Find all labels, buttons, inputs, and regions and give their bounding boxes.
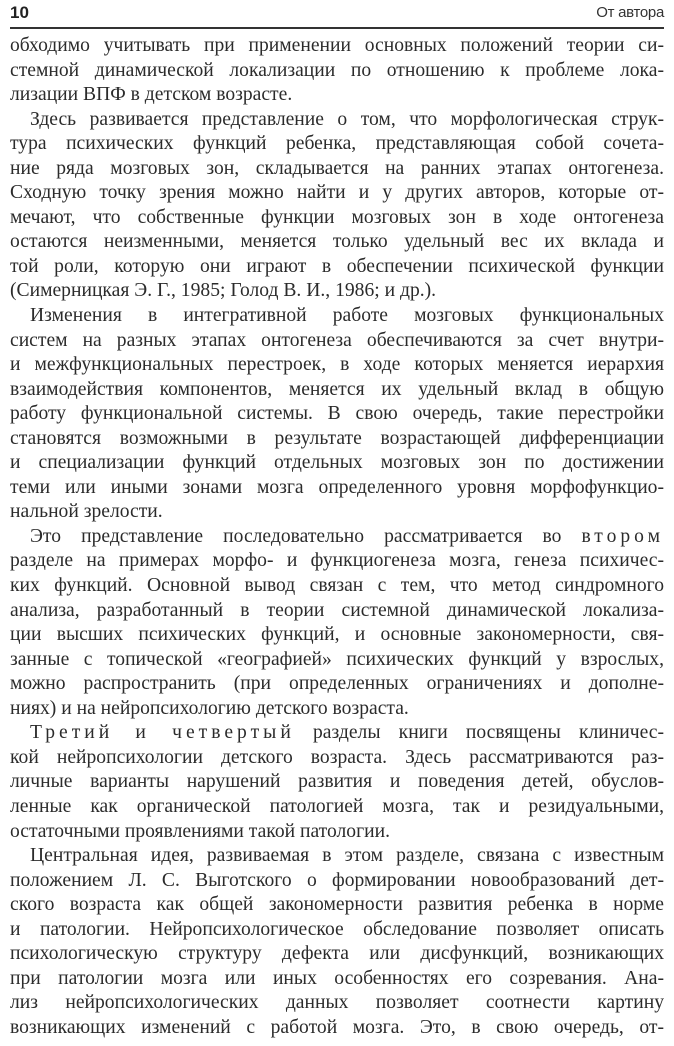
text-line xyxy=(10,991,664,1016)
text-line xyxy=(10,648,664,673)
line-text: и специализации функций отдельных мозговых зон по достижении xyxy=(10,452,664,474)
text-line xyxy=(10,525,664,550)
line-text: лизации ВПФ в детском возрасте. xyxy=(10,84,293,106)
text-line xyxy=(10,770,664,795)
line-text: становятся возможными в результате возрастающей дифференциации xyxy=(10,427,664,449)
line-text: и патологии. Нейропсихологическое обследование позволяет описать xyxy=(10,918,664,940)
text-line xyxy=(10,59,664,84)
line-text: личные варианты нарушений развития и поведения детей, обуслов- xyxy=(10,771,664,793)
line-text: ского возраста как общей закономерности развития ребенка в норме xyxy=(10,894,664,916)
text-line xyxy=(10,500,664,525)
text-line xyxy=(10,893,664,918)
text-line xyxy=(10,329,664,354)
text-line xyxy=(10,942,664,967)
text-line xyxy=(10,402,664,427)
text-line xyxy=(10,795,664,820)
line-text: Здесь развивается представление о том, что морфологическая струк- xyxy=(30,108,664,130)
line-text: можно распространить (при определенных ограничениях и дополне- xyxy=(10,673,664,695)
text-line xyxy=(10,549,664,574)
running-header xyxy=(10,0,664,29)
paragraph xyxy=(10,721,664,844)
text-line xyxy=(10,34,664,59)
line-text: кой нейропсихологии детского возраста. Здесь рассматриваются раз- xyxy=(10,746,664,768)
line-text: той роли, которую они играют в обеспечении психической функции xyxy=(10,255,664,277)
line-text: Центральная идея, развиваемая в этом разделе, связана с известным xyxy=(30,845,664,867)
text-line xyxy=(10,746,664,771)
page-body-text xyxy=(10,34,664,1040)
line-text: (Симерницкая Э. Г., 1985; Голод В. И., 1986; и др.). xyxy=(10,280,437,302)
text-line xyxy=(10,83,664,108)
line-text: ниях) и на нейропсихологию детского возраста. xyxy=(10,697,409,719)
line-text: и межфункциональных перестроек, в ходе которых меняется иерархия xyxy=(10,354,664,376)
text-line xyxy=(10,918,664,943)
text-line xyxy=(10,574,664,599)
text-line xyxy=(10,255,664,280)
text-line xyxy=(10,451,664,476)
line-text: работу функциональной системы. В свою очередь, такие перестройки xyxy=(10,403,664,425)
text-line xyxy=(10,108,664,133)
line-text: остаются неизменными, меняется только удельный вес их вклада и xyxy=(10,231,664,253)
line-text: Сходную точку зрения можно найти и у других авторов, которые от- xyxy=(10,182,664,204)
line-text: разделы книги посвящены клиничес- xyxy=(294,722,664,744)
text-line xyxy=(10,672,664,697)
text-line xyxy=(10,427,664,452)
line-text: положением Л. С. Выготского о формировании новообразований дет- xyxy=(10,869,664,891)
text-line xyxy=(10,721,664,746)
text-line xyxy=(10,869,664,894)
line-text: обходимо учитывать при применении основных положений теории си- xyxy=(10,35,664,56)
line-text: ции высших психических функций, и основные закономерности, свя- xyxy=(10,624,664,646)
line-text: ких функций. Основной вывод связан с тем, что метод синдромного xyxy=(10,575,664,597)
text-line xyxy=(10,378,664,403)
paragraph xyxy=(10,525,664,721)
text-line xyxy=(10,157,664,182)
line-text: ние ряда мозговых зон, складывается на ранних этапах онтогенеза. xyxy=(10,157,664,179)
text-line xyxy=(10,353,664,378)
line-text: занные с топической «географией» психических функций у взрослых, xyxy=(10,648,664,670)
line-text: Это представление последовательно рассматривается во xyxy=(30,525,582,547)
line-text: остаточными проявлениями такой патологии. xyxy=(10,820,391,842)
line-text: анализа, разработанный в теории системной динамической локализа- xyxy=(10,599,664,621)
text-line xyxy=(10,623,664,648)
text-line xyxy=(10,230,664,255)
line-text: нальной зрелости. xyxy=(10,501,163,523)
line-text: тура психических функций ребенка, представляющая собой сочета- xyxy=(10,133,664,155)
text-line xyxy=(10,599,664,624)
text-line xyxy=(10,844,664,869)
line-text: ленные как органической патологией мозга, так и резидуальными, xyxy=(10,795,664,817)
line-text: взаимодействия компонентов, меняется их удельный вклад в общую xyxy=(10,378,664,400)
text-line xyxy=(10,967,664,992)
paragraph xyxy=(10,34,664,108)
spaced-emphasis: Третий и четвертый xyxy=(30,722,295,744)
text-line xyxy=(10,476,664,501)
page-number: 10 xyxy=(10,3,29,22)
line-text: мечают, что собственные функции мозговых зон в ходе онтогенеза xyxy=(10,206,664,228)
running-head-title: От автора xyxy=(596,4,664,21)
line-text: систем на разных этапах онтогенеза обеспечиваются за счет внутри- xyxy=(10,329,664,351)
spaced-emphasis: втором xyxy=(581,525,664,547)
line-text: Изменения в интегративной работе мозговых функциональных xyxy=(30,305,664,327)
line-text: при патологии мозга или иных особенностях его созревания. Ана- xyxy=(10,967,664,989)
line-text: лиз нейропсихологических данных позволяет соотнести картину xyxy=(10,992,664,1014)
text-line xyxy=(10,697,664,722)
paragraph xyxy=(10,844,664,1040)
text-line xyxy=(10,181,664,206)
text-line xyxy=(10,304,664,329)
line-text: психологическую структуру дефекта или дисфункций, возникающих xyxy=(10,943,664,965)
text-line xyxy=(10,279,664,304)
line-text: возникающих изменений с работой мозга. Это, в свою очередь, от- xyxy=(10,1016,664,1038)
text-line xyxy=(10,206,664,231)
text-line xyxy=(10,1016,664,1041)
text-line xyxy=(10,820,664,845)
paragraph xyxy=(10,108,664,304)
line-text: разделе на примерах морфо- и функциогенеза мозга, генеза психичес- xyxy=(10,550,664,572)
line-text: стемной динамической локализации по отношению к проблеме лока- xyxy=(10,59,664,81)
paragraph xyxy=(10,304,664,525)
line-text: теми или иными зонами мозга определенного уровня морфофункцио- xyxy=(10,476,664,498)
text-line xyxy=(10,132,664,157)
